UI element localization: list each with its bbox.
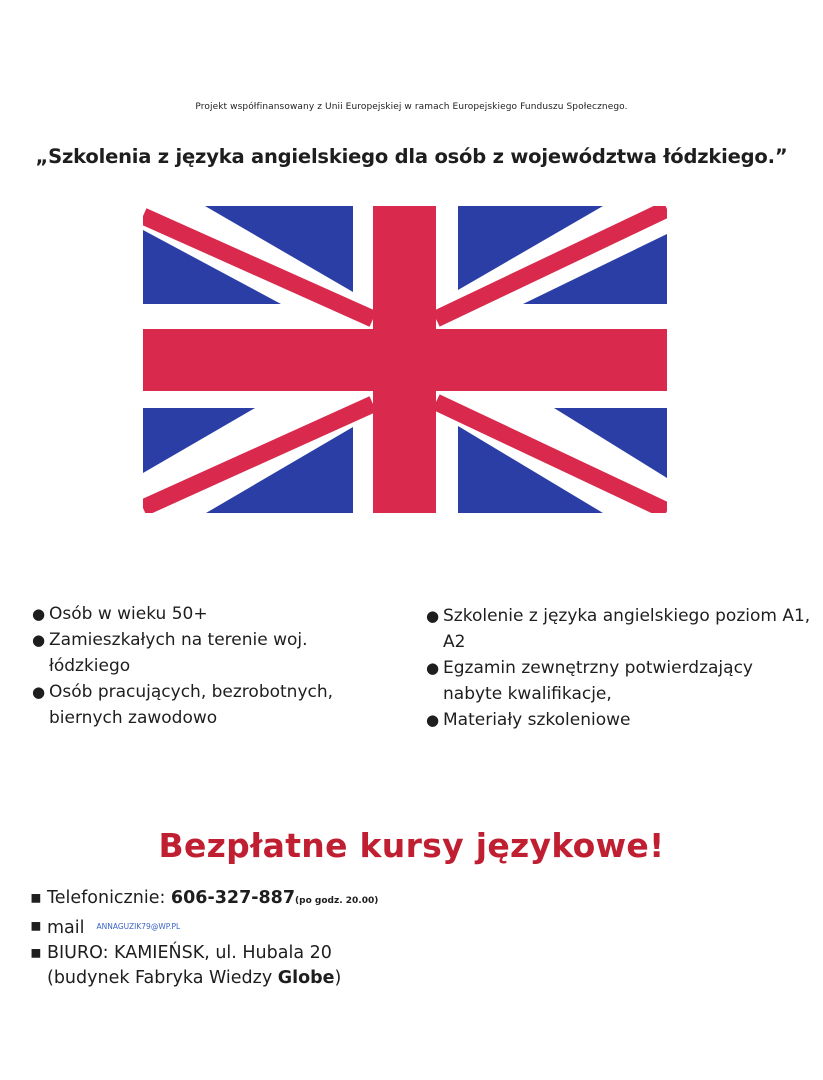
phone-number[interactable]: 606-327-887	[170, 888, 296, 908]
list-item: ● Szkolenie z języka angielskiego poziom A1, A2	[426, 603, 816, 655]
office-address: BIURO: KAMIEŃSK, ul. Hubala 20	[47, 943, 332, 963]
free-courses-headline: Bezpłatne kursy językowe!	[158, 826, 665, 865]
contact-list	[30, 886, 378, 991]
email-link[interactable]: ANNAGUZIK79@WP.PL	[96, 922, 181, 931]
office-line	[30, 941, 378, 991]
bullet-icon: ●	[426, 659, 440, 677]
bullet-icon: ●	[32, 631, 46, 649]
office-building-prefix: (budynek Fabryka Wiedzy	[47, 968, 278, 988]
office-building-suffix: )	[334, 968, 342, 988]
list-item: ● Egzamin zewnętrzny potwierdzający nabyte kwalifikacje,	[426, 655, 816, 707]
union-jack-flag	[143, 206, 667, 513]
bullet-icon: ●	[426, 711, 440, 729]
funding-note: Projekt współfinansowany z Unii Europejskiej w ramach Europejskiego Funduszu Społecznego.	[195, 102, 628, 112]
eligibility-list	[32, 601, 392, 731]
list-item: ● Materiały szkoleniowe	[426, 707, 816, 733]
office-building-name: Globe	[277, 968, 335, 988]
offer-list	[426, 603, 816, 733]
list-item: ● Zamieszkałych na terenie woj. łódzkiego	[32, 627, 392, 679]
phone-line	[30, 886, 378, 914]
list-item: ● Osób w wieku 50+	[32, 601, 392, 627]
page-title: „Szkolenia z języka angielskiego dla osób z województwa łódzkiego.”	[35, 145, 788, 168]
phone-note: (po godz. 20.00)	[295, 896, 379, 906]
phone-label: Telefonicznie:	[47, 888, 171, 908]
list-item: ● Osób pracujących, bezrobotnych, biernych zawodowo	[32, 679, 392, 731]
bullet-icon: ▪	[30, 916, 42, 936]
bullet-icon: ▪	[30, 888, 42, 908]
bullet-icon: ●	[32, 683, 46, 701]
bullet-icon: ●	[32, 605, 46, 623]
mail-label: mail	[47, 918, 85, 938]
mail-line	[30, 914, 378, 941]
bullet-icon: ▪	[30, 943, 42, 963]
bullet-icon: ●	[426, 607, 440, 625]
